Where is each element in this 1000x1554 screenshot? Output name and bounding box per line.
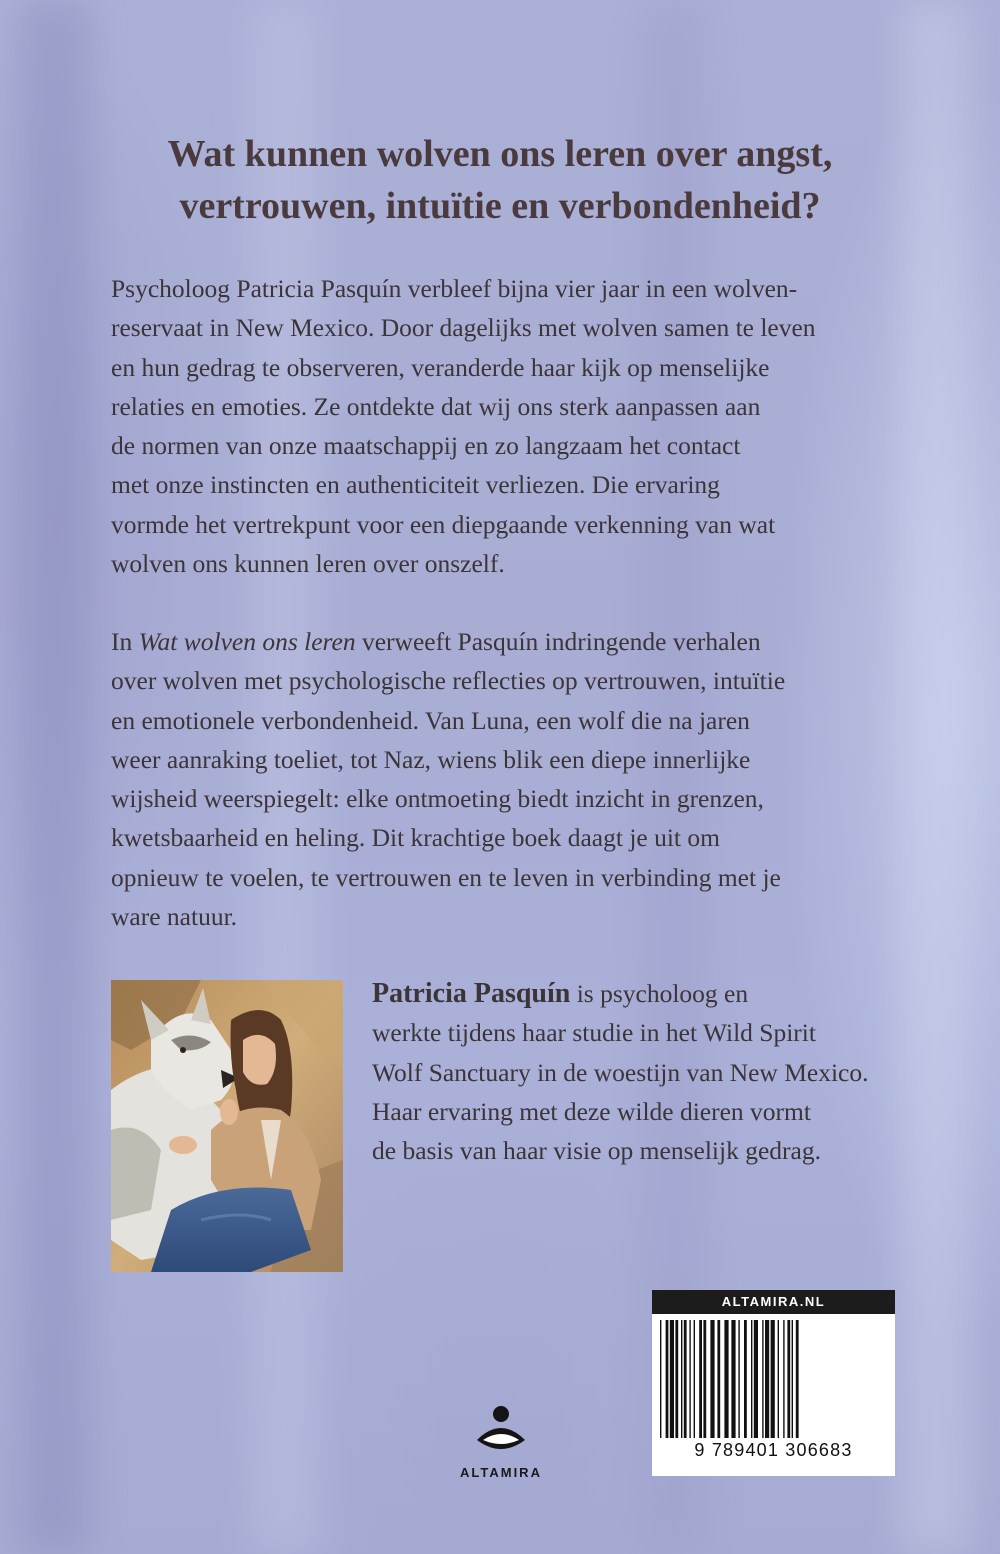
blurb-paragraph-1 [111,269,901,583]
barcode-bar [660,1320,661,1438]
barcode-bar [738,1320,739,1438]
author-name: Patricia Pasquín [372,978,571,1009]
publisher-url: ALTAMIRA.NL [652,1290,895,1314]
publisher-logo [446,1398,556,1480]
barcode-bars [658,1320,889,1438]
barcode-bar [666,1320,669,1438]
barcode-bar [796,1320,799,1438]
blurb-line: ware natuur. [111,902,238,932]
blurb-paragraph-2 [111,622,901,936]
blurb-intro: In [111,627,139,656]
barcode-bar [689,1320,690,1438]
barcode-bar [754,1320,758,1438]
author-photo [111,980,343,1272]
author-bio-line: Haar ervaring met deze wilde dieren vormt [372,1096,811,1126]
barcode-bar [675,1320,678,1438]
barcode-bar [792,1320,793,1438]
blurb-line: opnieuw te voelen, te vertrouwen en te leven in verbinding met je [111,862,781,892]
barcode-bar [778,1320,779,1438]
author-bio [372,974,912,1170]
blurb-line-rest: verweeft Pasquín indringende verhalen [355,627,761,656]
author-bio-line: de basis van haar visie op menselijk gedrag. [372,1136,821,1166]
barcode-bar [771,1320,775,1438]
barcode-bar [765,1320,769,1438]
barcode-bar [703,1320,706,1438]
isbn-barcode [652,1290,895,1476]
blurb-line: met onze instincten en authenticiteit verliezen. Die ervaring [111,470,720,500]
blurb-line: en hun gedrag te observeren, veranderde haar kijk op menselijke [111,352,770,382]
blurb-line [111,622,901,661]
barcode-bar [744,1320,747,1438]
isbn-digits: 9 789401 306683 [694,1440,853,1460]
eye-logo-icon [473,1398,529,1456]
barcode-bar [699,1320,702,1438]
publisher-name: ALTAMIRA [460,1465,542,1480]
blurb-line: over wolven met psychologische reflecties op vertrouwen, intuïtie [111,666,786,696]
blurb-line: vormde het vertrekpunt voor een diepgaande verkenning van wat [111,509,776,539]
barcode-bar [783,1320,784,1438]
author-bio-line: Wolf Sanctuary in de woestijn van New Mexico. [372,1057,869,1087]
blurb-line: Psycholoog Patricia Pasquín verbleef bijna vier jaar in een wolven- [111,274,798,303]
blurb-line: relaties en emoties. Ze ontdekte dat wij ons sterk aanpassen aan [111,391,761,421]
barcode-bar [684,1320,687,1438]
barcode-bar [762,1320,763,1438]
barcode-bar [694,1320,695,1438]
barcode-bar [751,1320,752,1438]
book-title: Wat wolven ons leren [138,627,356,656]
blurb-line: kwetsbaarheid en heling. Dit krachtige boek daagt je uit om [111,823,720,853]
barcode-bar [710,1320,714,1438]
barcode-bar [724,1320,728,1438]
cover-headline [0,128,1000,232]
barcode-bar [731,1320,735,1438]
author-bio-line: werkte tijdens haar studie in het Wild Spirit [372,1018,816,1048]
blurb-line: wijsheid weerspiegelt: elke ontmoeting biedt inzicht in grenzen, [111,784,764,814]
blurb-line: weer aanraking toeliet, tot Naz, wiens blik een diepe innerlijke [111,744,751,774]
headline-line: Wat kunnen wolven ons leren over angst, [167,133,833,175]
barcode-bar [787,1320,790,1438]
barcode-bar [717,1320,720,1438]
headline-line: vertrouwen, intuïtie en verbondenheid? [179,185,821,227]
blurb-line: reservaat in New Mexico. Door dagelijks met wolven samen te leven [111,313,816,343]
author-bio-line [372,974,912,1013]
author-bio-rest: is psycholoog en [570,979,749,1008]
blurb-line: de normen van onze maatschappij en zo langzaam het contact [111,431,741,461]
barcode-bar [681,1320,682,1438]
blurb-line: wolven ons kunnen leren over onszelf. [111,549,505,579]
barcode-bar [670,1320,674,1438]
blurb-line: en emotionele verbondenheid. Van Luna, een wolf die na jaren [111,705,750,735]
